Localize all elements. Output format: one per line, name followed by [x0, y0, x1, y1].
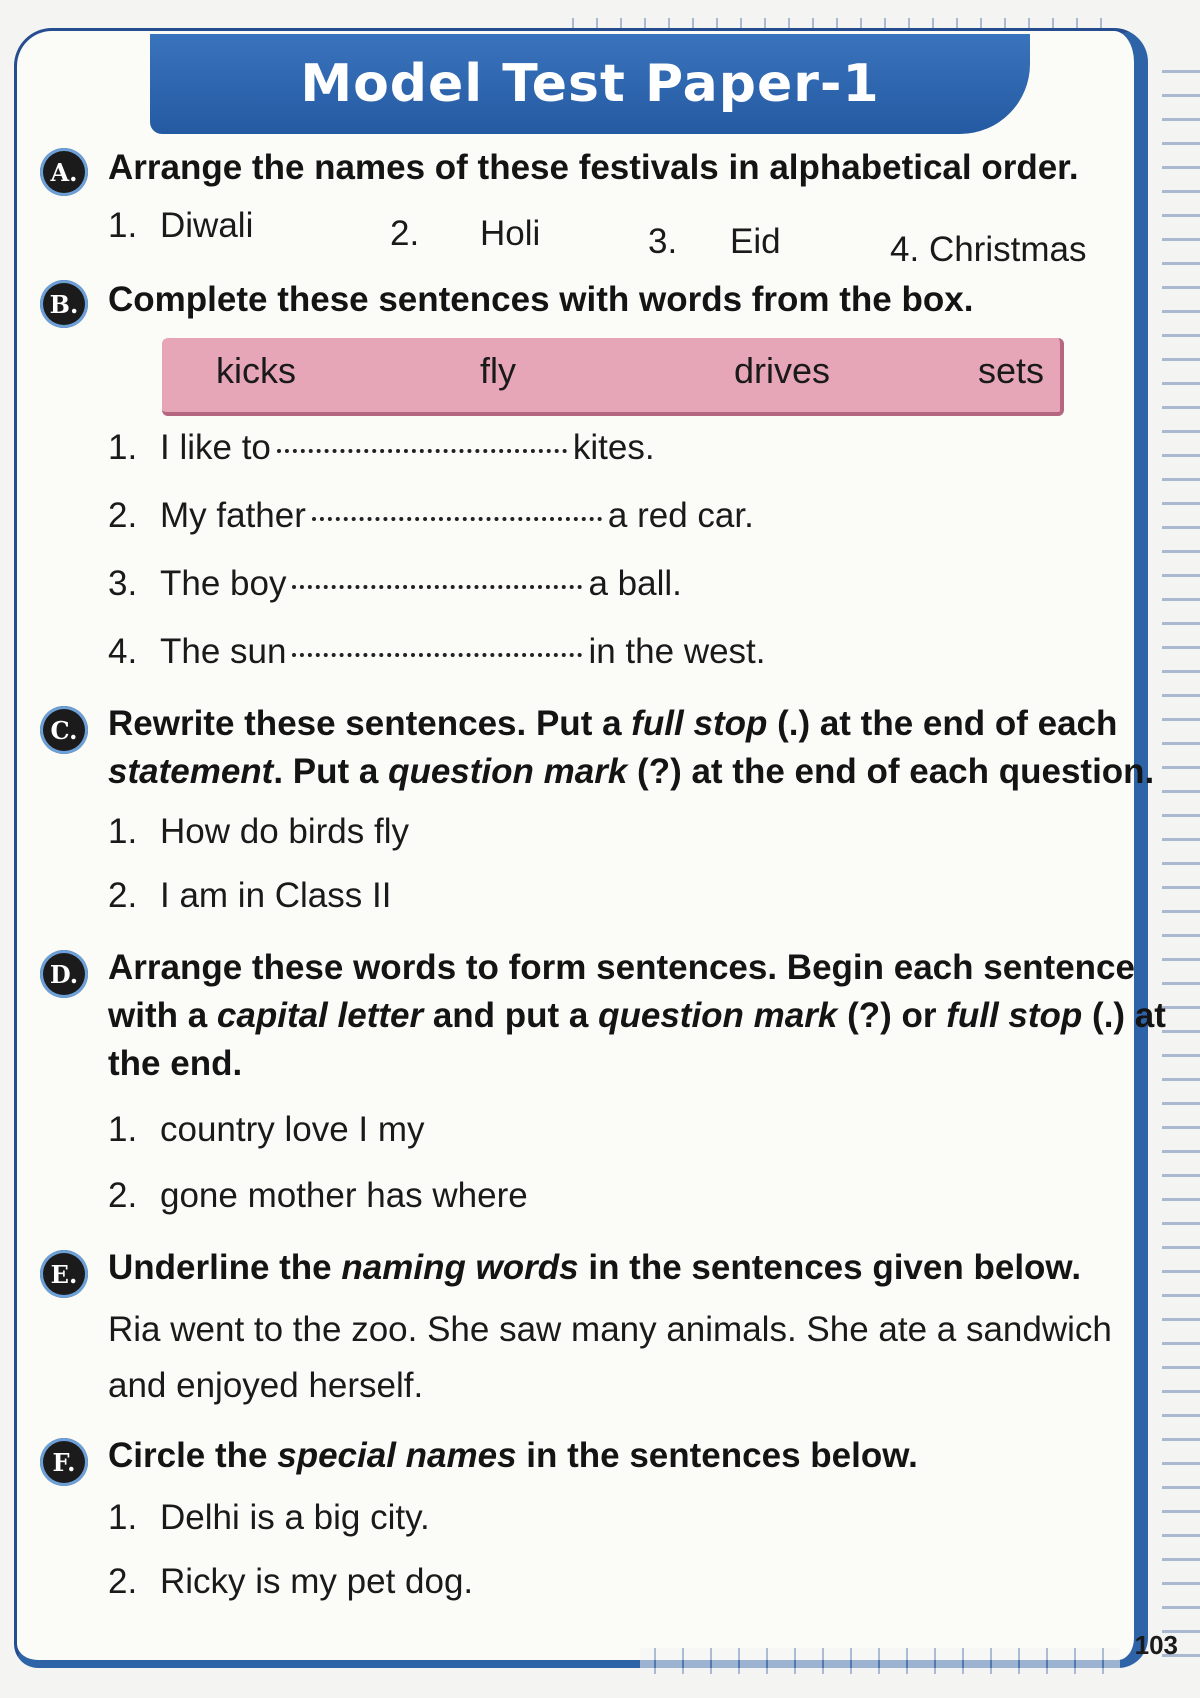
blank-line[interactable] [312, 517, 602, 521]
festival-christmas: Christmas [928, 230, 1087, 269]
blank-line[interactable] [292, 653, 582, 657]
title-banner [150, 34, 1030, 134]
list-item: 2. Holi [390, 214, 541, 253]
section-a-heading: Arrange the names of these festivals in alphabetical order. [108, 148, 1079, 187]
section-badge-f: F. [40, 1438, 88, 1486]
page-number: 103 [1134, 1630, 1178, 1660]
list-item: 3. Eid [648, 222, 781, 261]
section-badge-a: A. [40, 148, 88, 196]
section-e-paragraph: Ria went to the zoo. She saw many animals. She ate a sandwich and enjoyed herself. [108, 1310, 1112, 1405]
word-box [162, 338, 1064, 416]
blank-line[interactable] [277, 449, 567, 453]
festival-eid: Eid [730, 222, 781, 261]
spiral-binding-bottom [640, 1648, 1120, 1674]
section-badge-c: C. [40, 706, 88, 754]
fill-blank-item: 1. I like to kites. [108, 428, 655, 467]
section-e-heading: Underline the naming words in the sentences given below. [108, 1248, 1082, 1287]
section-badge-d: D. [40, 950, 88, 998]
list-item: 1. How do birds fly [108, 812, 409, 851]
fill-blank-item: 2. My father a red car. [108, 496, 754, 535]
fill-blank-item: 4. The sun in the west. [108, 632, 766, 671]
fill-blank-item: 3. The boy a ball. [108, 564, 682, 603]
list-item: 1. Diwali [108, 206, 254, 245]
list-item: 1. Delhi is a big city. [108, 1498, 430, 1537]
blank-line[interactable] [292, 585, 582, 589]
page-title: Model Test Paper-1 [300, 54, 880, 114]
section-badge-b: B. [40, 280, 88, 328]
section-f-heading: Circle the special names in the sentences below. [108, 1436, 918, 1475]
list-item: 2. Ricky is my pet dog. [108, 1562, 474, 1601]
section-d-heading: Arrange these words to form sentences. Begin each sentence with a capital letter and put a question mark (?) or full stop (.) at the end. [108, 948, 1166, 1083]
box-word: sets [978, 350, 1045, 391]
box-word: drives [734, 350, 831, 391]
festival-diwali: Diwali [160, 206, 254, 245]
list-item: 4. Christmas [890, 230, 1087, 269]
section-badge-e: E. [40, 1250, 88, 1298]
box-word: fly [480, 350, 516, 391]
list-item: 1. country love I my [108, 1110, 425, 1149]
list-item: 2. gone mother has where [108, 1176, 528, 1215]
box-word: kicks [216, 350, 296, 391]
section-c-heading: Rewrite these sentences. Put a full stop (.) at the end of each statement. Put a question mark (?) at the end of each question. [108, 704, 1155, 791]
festival-holi: Holi [480, 214, 541, 253]
list-item: 2. I am in Class II [108, 876, 392, 915]
section-b-heading: Complete these sentences with words from the box. [108, 280, 974, 319]
